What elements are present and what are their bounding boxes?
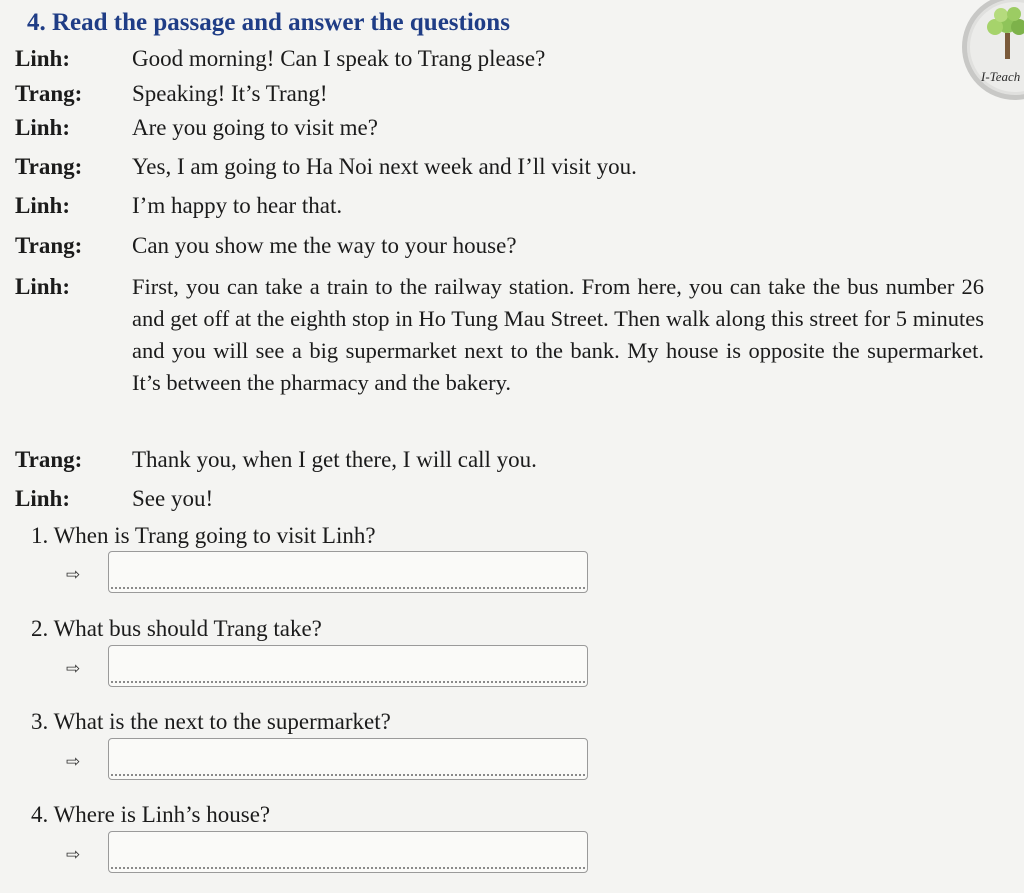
speaker-label: Linh: (15, 274, 70, 299)
speech-text: Good morning! Can I speak to Trang please? (132, 46, 546, 71)
speaker-label: Trang: (15, 233, 83, 258)
arrow-right-icon: ⇨ (66, 845, 81, 865)
dotted-line (111, 774, 585, 776)
arrow-right-icon: ⇨ (66, 659, 81, 679)
i-teach-logo (962, 0, 1024, 100)
answer-row-2 (0, 645, 600, 689)
arrow-right-icon: ⇨ (66, 565, 81, 585)
answer-field-2[interactable] (108, 645, 588, 687)
speech-text: Yes, I am going to Ha Noi next week and I’ll visit you. (132, 154, 637, 179)
speaker-label: Linh: (15, 46, 70, 71)
answer-row-1 (0, 551, 600, 595)
dotted-line (111, 867, 585, 869)
speaker-label: Linh: (15, 193, 70, 218)
speaker-label: Linh: (15, 115, 70, 140)
question-3: 3. What is the next to the supermarket? (31, 709, 391, 734)
question-1: 1. When is Trang going to visit Linh? (31, 523, 376, 548)
speech-text: Speaking! It’s Trang! (132, 81, 328, 106)
dotted-line (111, 587, 585, 589)
speech-text: Are you going to visit me? (132, 115, 378, 140)
exercise-heading: 4. Read the passage and answer the questions (27, 9, 510, 36)
speaker-label: Trang: (15, 154, 83, 179)
answer-row-3 (0, 738, 600, 782)
question-2: 2. What bus should Trang take? (31, 616, 322, 641)
arrow-right-icon: ⇨ (66, 752, 81, 772)
dotted-line (111, 681, 585, 683)
speech-text: I’m happy to hear that. (132, 193, 343, 218)
speech-text: First, you can take a train to the railway station. From here, you can take the bus number 26 and get off at the eighth stop in Ho Tung Mau Street. Then walk along this street for 5 minutes and you will see a big supermarket next to the bank. My house is opposite the supermarket. It’s between the pharmacy and the bakery. (132, 274, 984, 395)
question-4: 4. Where is Linh’s house? (31, 802, 271, 827)
answer-row-4 (0, 831, 600, 875)
answer-field-4[interactable] (108, 831, 588, 873)
speaker-label: Trang: (15, 447, 83, 472)
speech-text: Thank you, when I get there, I will call you. (132, 447, 537, 472)
logo-text: I-Teach (981, 69, 1021, 84)
speaker-label: Linh: (15, 486, 70, 511)
answer-field-3[interactable] (108, 738, 588, 780)
answer-field-1[interactable] (108, 551, 588, 593)
speaker-label: Trang: (15, 81, 83, 106)
speech-text: See you! (132, 486, 214, 511)
speech-text: Can you show me the way to your house? (132, 233, 517, 258)
